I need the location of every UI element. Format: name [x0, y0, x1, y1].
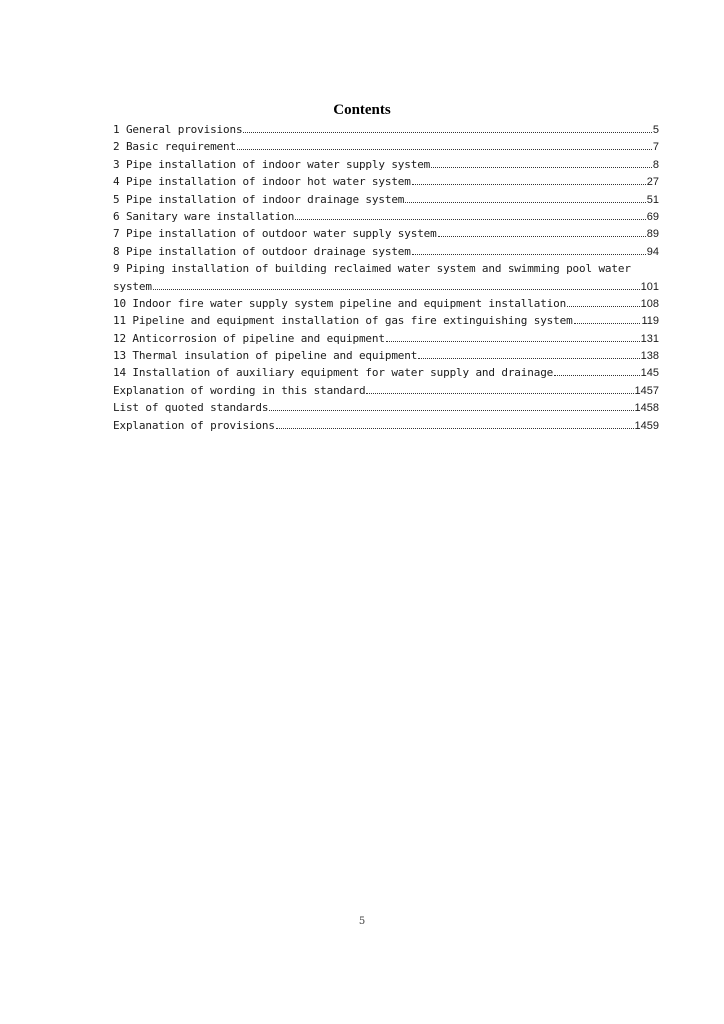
toc-entry-label: 12 Anticorrosion of pipeline and equipment — [113, 331, 385, 345]
toc-entry-label: Explanation of provisions — [113, 418, 275, 432]
toc-entry[interactable] — [113, 399, 659, 416]
toc-dot-leader — [237, 140, 652, 150]
toc-dot-leader — [153, 280, 640, 290]
toc-entry-page: 138 — [640, 350, 659, 363]
toc-entry-page: 108 — [640, 297, 659, 310]
toc-entry-page: 51 — [646, 193, 659, 206]
toc-dot-leader — [438, 227, 646, 237]
toc-entry[interactable] — [113, 295, 659, 312]
toc-entry-label: 13 Thermal insulation of pipeline and equipment — [113, 349, 418, 363]
toc-entry[interactable] — [113, 347, 659, 364]
toc-entry-page: 1457 — [634, 384, 659, 397]
toc-entry-label: Explanation of wording in this standard — [113, 383, 366, 397]
toc-entry-page: 7 — [652, 141, 659, 154]
toc-dot-leader — [412, 175, 646, 185]
toc-dot-leader — [567, 297, 640, 307]
toc-entry-label-line2: system — [113, 279, 152, 293]
toc-dot-leader — [243, 123, 651, 133]
toc-entry-label: 4 Pipe installation of indoor hot water system — [113, 175, 411, 189]
toc-entry[interactable] — [113, 138, 659, 155]
toc-entry-label: 7 Pipe installation of outdoor water supply system — [113, 227, 437, 241]
toc-dot-leader — [276, 419, 634, 429]
toc-entry-page: 94 — [646, 245, 659, 258]
toc-entry-page: 89 — [646, 228, 659, 241]
toc-entry-label: 11 Pipeline and equipment installation of gas fire extinguishing system — [113, 314, 573, 328]
toc-entry-label: 3 Pipe installation of indoor water supply system — [113, 157, 431, 171]
toc-dot-leader — [554, 366, 640, 376]
table-of-contents — [113, 121, 659, 434]
toc-dot-leader — [431, 158, 652, 168]
toc-entry-label: 5 Pipe installation of indoor drainage system — [113, 192, 405, 206]
toc-entry-page: 5 — [652, 124, 659, 136]
toc-dot-leader — [412, 245, 646, 255]
page-number: 5 — [358, 916, 366, 927]
toc-entry[interactable] — [113, 364, 659, 381]
toc-dot-leader — [366, 384, 633, 394]
toc-entry-page: 131 — [640, 332, 659, 345]
toc-dot-leader — [405, 193, 645, 203]
toc-entry[interactable] — [113, 191, 659, 208]
toc-entry-label: 6 Sanitary ware installation — [113, 209, 295, 223]
toc-entry[interactable] — [113, 330, 659, 347]
toc-entry[interactable] — [113, 173, 659, 190]
toc-entry-page: 145 — [640, 367, 659, 380]
toc-entry-page: 101 — [640, 280, 659, 293]
toc-dot-leader — [386, 332, 640, 342]
toc-dot-leader — [418, 349, 639, 359]
toc-entry-page: 69 — [646, 210, 659, 223]
toc-entry-label: 1 General provisions — [113, 123, 243, 136]
toc-entry[interactable] — [113, 417, 659, 434]
toc-entry[interactable] — [113, 208, 659, 225]
toc-entry[interactable] — [113, 382, 659, 399]
toc-dot-leader — [269, 401, 633, 411]
toc-entry-label: 14 Installation of auxiliary equipment for water supply and drainage — [113, 366, 554, 380]
toc-dot-leader — [295, 210, 646, 220]
toc-entry[interactable] — [113, 278, 659, 295]
toc-entry-label-line1[interactable]: 9 Piping installation of building reclaimed water system and swimming pool water — [113, 262, 631, 276]
toc-entry-page: 27 — [646, 176, 659, 189]
toc-entry[interactable] — [113, 243, 659, 260]
toc-entry[interactable] — [113, 312, 659, 329]
toc-entry-page: 1459 — [634, 419, 659, 432]
toc-entry-label: 10 Indoor fire water supply system pipeline and equipment installation — [113, 296, 567, 310]
toc-entry-label: 2 Basic requirement — [113, 140, 236, 154]
toc-entry-page: 8 — [652, 158, 659, 171]
toc-dot-leader — [574, 314, 641, 324]
toc-entry-label: List of quoted standards — [113, 401, 269, 415]
toc-entry[interactable] — [113, 156, 659, 173]
toc-entry[interactable] — [113, 225, 659, 242]
contents-title: Contents — [333, 102, 391, 118]
toc-entry-label: 8 Pipe installation of outdoor drainage system — [113, 244, 411, 258]
toc-entry[interactable] — [113, 121, 659, 138]
toc-entry-page: 1458 — [634, 402, 659, 415]
toc-entry-page: 119 — [641, 315, 659, 328]
